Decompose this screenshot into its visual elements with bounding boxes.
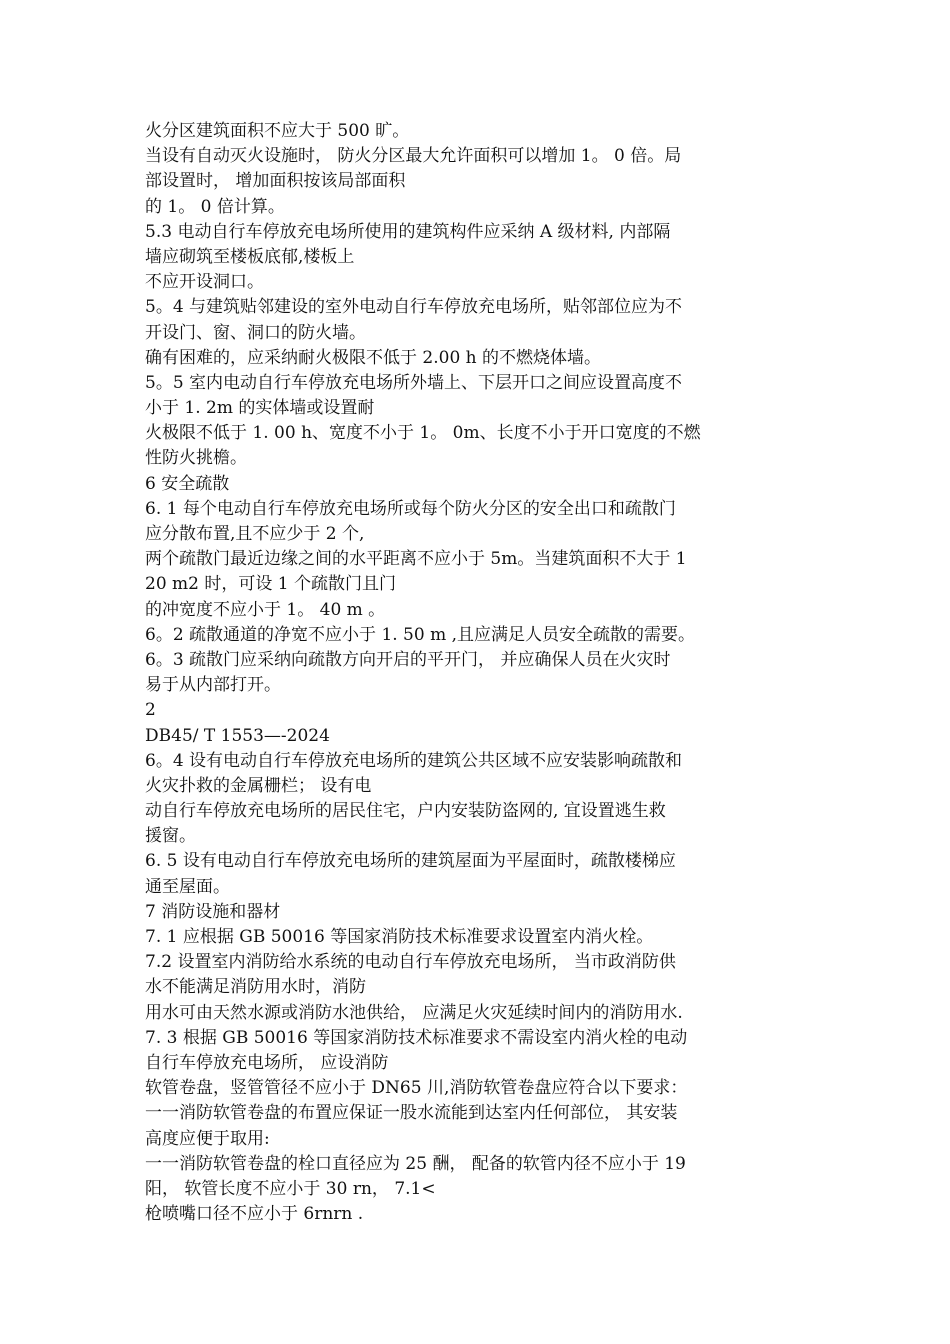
text-line: 6. 5 设有电动自行车停放充电场所的建筑屋面为平屋面时，疏散楼梯应 <box>145 851 676 872</box>
text-line: 7. 3 根据 GB 50016 等国家消防技术标准要求不需设室内消火栓的电动 <box>145 1027 688 1048</box>
text-line: 5.3 电动自行车停放充电场所使用的建筑构件应采纳 A 级材料, 内部隔 <box>145 221 671 242</box>
text-line: 5。4 与建筑贴邻建设的室外电动自行车停放充电场所，贴邻部位应为不 <box>145 297 683 318</box>
text-line: 当设有自动灭火设施时， 防火分区最大允许面积可以增加 1。 0 倍。局 <box>145 146 682 167</box>
text-line: 7. 1 应根据 GB 50016 等国家消防技术标准要求设置室内消火栓。 <box>145 927 654 947</box>
text-line: 一一消防软管卷盘的栓口直径应为 25 酬， 配备的软管内径不应小于 19 <box>145 1153 686 1174</box>
text-line: 的冲宽度不应小于 1。 40 m 。 <box>145 599 386 620</box>
text-line: 20 m2 时，可设 1 个疏散门且门 <box>145 574 396 595</box>
text-line: 开设门、窗、洞口的防火墙。 <box>145 322 366 343</box>
text-line: 水不能满足消防用水时，消防 <box>145 977 366 998</box>
text-line: 阳， 软管长度不应小于 30 rn， 7.1< <box>145 1178 436 1199</box>
text-line: 通至屋面。 <box>145 876 230 897</box>
text-line: 火灾扑救的金属栅栏； 设有电 <box>145 775 372 796</box>
text-line: 部设置时， 增加面积按该局部面积 <box>145 171 406 192</box>
text-line: 自行车停放充电场所， 应设消防 <box>145 1052 389 1073</box>
text-line: 6。4 设有电动自行车停放充电场所的建筑公共区域不应安装影响疏散和 <box>145 750 683 771</box>
text-line: 动自行车停放充电场所的居民住宅，户内安装防盗网的, 宜设置逃生救 <box>145 801 666 822</box>
text-line: 火分区建筑面积不应大于 500 旷。 <box>145 121 410 141</box>
text-line: 火极限不低于 1. 00 h、宽度不小于 1。 0m、长度不小于开口宽度的不燃 <box>145 423 701 444</box>
text-line: 小于 1. 2m 的实体墙或设置耐 <box>145 398 375 419</box>
text-line: 易于从内部打开。 <box>145 675 281 696</box>
text-line: 援窗。 <box>145 826 196 847</box>
text-line: 一一消防软管卷盘的布置应保证一股水流能到达室内任何部位， 其安装 <box>145 1103 678 1124</box>
text-line: 应分散布置,且不应少于 2 个, <box>145 524 365 544</box>
text-line: 用水可由天然水源或消防水池供给， 应满足火灾延续时间内的消防用水. <box>145 1002 683 1023</box>
text-line: 2 <box>145 700 156 721</box>
text-line: 7.2 设置室内消防给水系统的电动自行车停放充电场所， 当市政消防供 <box>145 952 676 973</box>
text-line: 5。5 室内电动自行车停放充电场所外墙上、下层开口之间应设置高度不 <box>145 372 683 393</box>
text-line: 的 1。 0 倍计算。 <box>145 196 285 217</box>
text-line: 6. 1 每个电动自行车停放充电场所或每个防火分区的安全出口和疏散门 <box>145 498 676 519</box>
text-line: 7 消防设施和器材 <box>145 901 281 922</box>
text-line: 6。2 疏散通道的净宽不应小于 1. 50 m ,且应满足人员安全疏散的需要。 <box>145 624 696 645</box>
text-line: 6。3 疏散门应采纳向疏散方向开启的平开门， 并应确保人员在火灾时 <box>145 649 671 670</box>
document-page <box>145 119 815 1227</box>
text-line: 墙应砌筑至楼板底郁,楼板上 <box>145 246 355 267</box>
text-line: 性防火挑檐。 <box>145 448 247 469</box>
text-line: 枪喷嘴口径不应小于 6rnrn . <box>145 1204 364 1225</box>
text-line: 6 安全疏散 <box>145 473 230 494</box>
text-line: 不应开设洞口。 <box>145 272 264 293</box>
text-line: DB45/ T 1553—-2024 <box>145 725 330 746</box>
text-line: 确有困难的，应采纳耐火极限不低于 2.00 h 的不燃烧体墙。 <box>145 347 602 368</box>
text-line: 软管卷盘，竖管管径不应小于 DN65 川,消防软管卷盘应符合以下要求： <box>145 1078 688 1099</box>
text-line: 两个疏散门最近边缘之间的水平距离不应小于 5m。当建筑面积不大于 1 <box>145 549 687 570</box>
text-line: 高度应便于取用: <box>145 1128 270 1149</box>
